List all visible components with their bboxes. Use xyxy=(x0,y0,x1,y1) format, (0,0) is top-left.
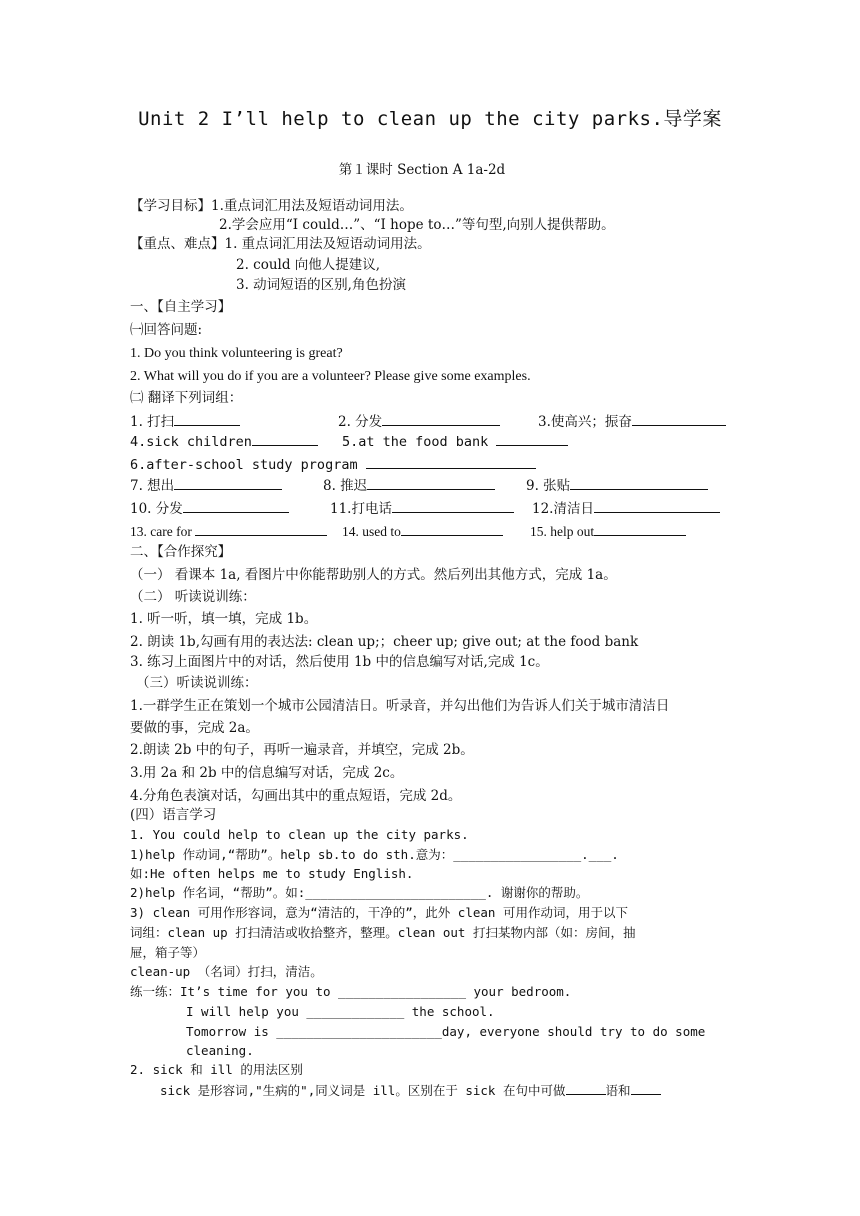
section2-p6: （三）听读说训练： xyxy=(136,675,258,691)
question-2: 2. What will you do if you are a volunteer? Please give some examples. xyxy=(130,369,531,384)
keypoints-item-2: 2. could 向他人提建议, xyxy=(236,257,381,273)
language-l9: Tomorrow is ______________________day, everyone should try to do some xyxy=(186,1024,706,1039)
vocab-item: 3.使高兴；振奋 xyxy=(538,412,726,431)
section2-p8: 2.朗读 2b 中的句子，再听一遍录音，并填空，完成 2b。 xyxy=(130,742,474,758)
vocab-item: 11.打电话 xyxy=(330,499,514,518)
vocab-item: 13. care for xyxy=(130,522,327,541)
keypoints-item-1: 1. 重点词汇用法及短语动词用法。 xyxy=(224,236,431,252)
keypoints-label: 【重点、难点】 xyxy=(130,236,225,252)
keypoints-line-1 xyxy=(130,235,431,253)
vocab-item: 8. 推迟 xyxy=(323,476,495,495)
goals-line-1 xyxy=(130,197,413,215)
language-l10: cleaning. xyxy=(186,1043,254,1058)
language-l11: 2. sick 和 ill 的用法区别 xyxy=(130,1062,303,1077)
vocab-item: 9. 张贴 xyxy=(526,476,708,495)
language-l6: clean-up （名词）打扫，清洁。 xyxy=(130,964,323,979)
section2-p2: （二） 听读说训练： xyxy=(130,589,256,605)
vocab-item: 14. used to xyxy=(342,522,503,541)
section1-sub2: ㈡ 翻译下列词组： xyxy=(130,390,243,406)
vocab-item: 6.after-school study program xyxy=(130,455,536,474)
language-l1: 1. You could help to clean up the city parks. xyxy=(130,827,469,842)
language-l12a: sick 是形容词,"生病的",同义词是 ill。区别在于 sick 在句中可做 xyxy=(160,1083,566,1098)
vocab-item: 5.at the food bank xyxy=(342,432,568,451)
section2-p3: 1. 听一听，填一填，完成 1b。 xyxy=(130,611,318,627)
section2-heading: 二、【合作探究】 xyxy=(130,544,232,560)
language-l12 xyxy=(160,1081,661,1100)
language-l5a: 3) clean 可用作形容词，意为“清洁的，干净的”，此外 clean 可用作动词，用于以下 xyxy=(130,905,628,920)
page-title: Unit 2 I’ll help to clean up the city parks.导学案 xyxy=(138,108,722,130)
vocab-item: 1. 打扫 xyxy=(130,412,240,431)
language-l3: 如:He often helps me to study English. xyxy=(130,866,414,881)
section1-heading: 一、【自主学习】 xyxy=(130,299,232,315)
vocab-item: 10. 分发 xyxy=(130,499,289,518)
vocab-item: 12.清洁日 xyxy=(532,499,720,518)
goals-item-1: 1.重点词汇用法及短语动词用法。 xyxy=(211,198,413,214)
vocab-item: 7. 想出 xyxy=(130,476,282,495)
vocab-item: 2. 分发 xyxy=(338,412,500,431)
language-l2: 1)help 作动词,“帮助”。help sb.to do sth.意为：_________________.___. xyxy=(130,847,619,862)
section2-p5: 3. 练习上面图片中的对话，然后使用 1b 中的信息编写对话,完成 1c。 xyxy=(130,654,549,670)
section2-p10: 4.分角色表演对话，勾画出其中的重点短语，完成 2d。 xyxy=(130,788,462,804)
section2-p7a: 1.一群学生正在策划一个城市公园清洁日。听录音，并勾出他们为告诉人们关于城市清洁日 xyxy=(130,698,670,714)
language-l4: 2)help 作名词，“帮助”。如:________________________. 谢谢你的帮助。 xyxy=(130,885,589,900)
section2-p7b: 要做的事，完成 2a。 xyxy=(130,720,259,736)
vocab-item: 15. help out xyxy=(530,522,686,541)
section2-p1: （一） 看课本 1a, 看图片中你能帮助别人的方式。然后列出其他方式，完成 1a。 xyxy=(130,567,617,583)
keypoints-item-3: 3. 动词短语的区别,角色扮演 xyxy=(236,277,406,293)
section1-sub1: ㈠回答问题: xyxy=(130,322,203,338)
question-1: 1. Do you think volunteering is great? xyxy=(130,346,343,361)
language-l7: 练一练：It’s time for you to _________________ your bedroom. xyxy=(130,984,572,999)
language-l8: I will help you _____________ the school. xyxy=(186,1004,495,1019)
goals-label: 【学习目标】 xyxy=(130,198,211,214)
page-subtitle: 第１课时 Section A 1a-2d xyxy=(338,162,506,178)
section2-p4: 2. 朗读 1b,勾画有用的表达法: clean up;；cheer up; give out; at the food bank xyxy=(130,634,639,650)
vocab-item: 4.sick children xyxy=(130,432,318,451)
language-l5c: 屉，箱子等） xyxy=(130,945,206,960)
section2-p9: 3.用 2a 和 2b 中的信息编写对话，完成 2c。 xyxy=(130,765,404,781)
language-l12b: 语和 xyxy=(605,1083,631,1098)
goals-item-2: 2.学会应用“I could…”、“I hope to…”等句型,向别人提供帮助。 xyxy=(219,217,615,233)
language-l5b: 词组：clean up 打扫清洁或收拾整齐，整理。clean out 打扫某物内部（如：房间，抽 xyxy=(130,925,636,940)
section2-p11: (四）语言学习 xyxy=(130,807,217,823)
